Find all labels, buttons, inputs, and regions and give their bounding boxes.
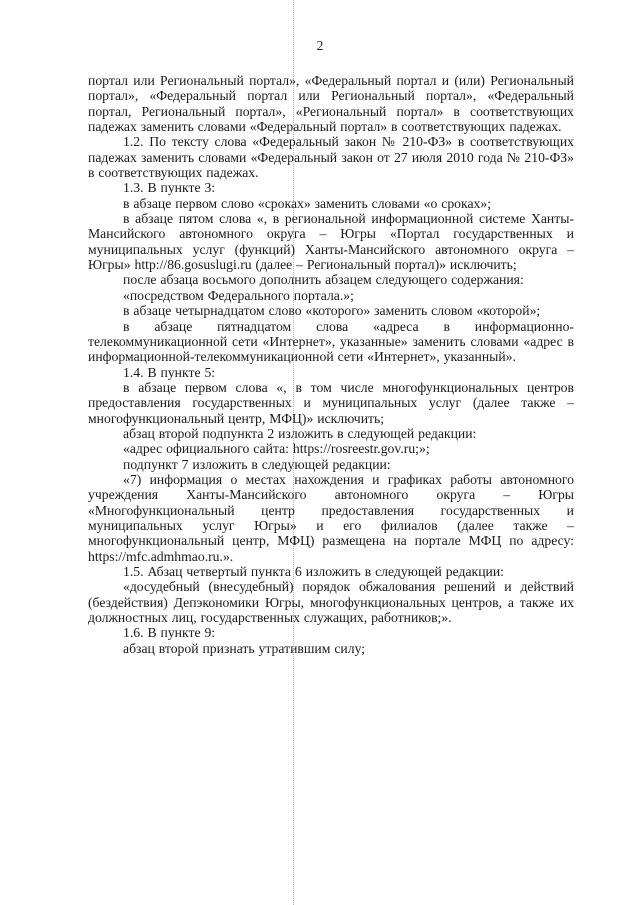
- page-number: 2: [316, 38, 324, 53]
- paragraph: в абзаце первом слово «сроках» заменить словами «о сроках»;: [123, 195, 492, 211]
- paragraph: после абзаца восьмого дополнить абзацем следующего содержания:: [123, 272, 524, 288]
- document-body: [88, 73, 574, 656]
- paragraph: 1.5. Абзац четвертый пункта 6 изложить в следующей редакции:: [123, 564, 504, 579]
- paragraph: «адрес официального сайта: https://rosreestr.gov.ru;»;: [123, 441, 430, 457]
- paragraph: 1.3. В пункте 3:: [123, 180, 216, 196]
- paragraph: в абзаце первом слова «, в том числе многофункциональных центров предоставления государственных и муниципальных услуг (далее также – многофункциональный центр, МФЦ)» исключить;: [88, 379, 574, 426]
- paragraph: «посредством Федерального портала.»;: [123, 287, 354, 303]
- paragraph: «досудебный (внесудебный) порядок обжалования решений и действий (бездействия) Депэкономики Югры, многофункциональных центров, а также их должностных лиц, государственных служащих, работников;».: [88, 579, 574, 626]
- paragraph: абзац второй признать утратившим силу;: [123, 640, 366, 656]
- paragraph: 1.6. В пункте 9:: [123, 625, 216, 641]
- paragraph: 1.2. По тексту слова «Федеральный закон № 210-ФЗ» в соответствующих падежах заменить словами «Федеральный закон от 27 июля 2010 года № 210-ФЗ» в соответствующих падежах.: [88, 134, 574, 181]
- paragraph: портал или Региональный портал», «Федеральный портал и (или) Региональный портал», «Федеральный портал или Региональный портал», «Федеральный портал, Региональный портал», «Региональный портал» в соответствующих падежах заменить словами «Федеральный портал» в соответствующих падежах.: [88, 73, 574, 135]
- paragraph: в абзаце четырнадцатом слово «которого» заменить словом «которой»;: [123, 303, 541, 319]
- paragraph: в абзаце пятом слова «, в региональной информационной системе Ханты-Мансийского автономного округа – Югры «Портал государственных и муниципальных услуг (функций) Ханты-Мансийского автономного округа – Югры» http://86.gosuslugi.ru (далее – Региональный портал)» исключить;: [88, 211, 574, 273]
- paragraph: в абзаце пятнадцатом слова «адреса в информационно-телекоммуникационной сети «Интернет», указанные» заменить словами «адрес в информационной-телекоммуникационной сети «Интернет», указанный».: [88, 318, 574, 365]
- paragraph: абзац второй подпункта 2 изложить в следующей редакции:: [123, 425, 477, 441]
- paragraph: 1.4. В пункте 5:: [123, 364, 216, 380]
- paragraph: «7) информация о местах нахождения и графиках работы автономного учреждения Ханты-Мансийского автономного округа – Югры «Многофункциональный центр предоставления государственных и муниципальных услуг Югры» и его филиалов (далее также – многофункциональный центр, МФЦ) размещена на портале МФЦ по адресу: https://mfc.admhmao.ru.».: [88, 471, 574, 564]
- paragraph: подпункт 7 изложить в следующей редакции:: [123, 456, 391, 472]
